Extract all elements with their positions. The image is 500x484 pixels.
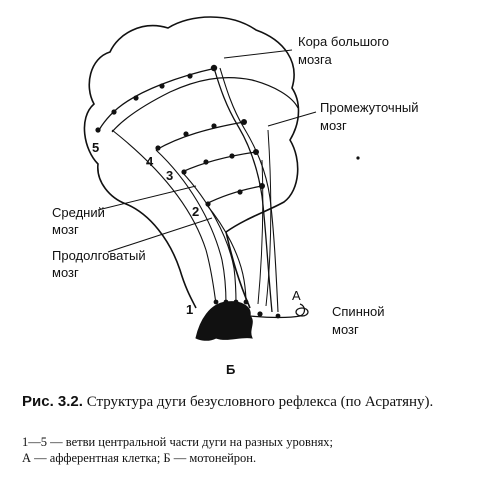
label-medulla-line2: мозг bbox=[52, 265, 79, 280]
label-spinal-line2: мозг bbox=[332, 322, 359, 337]
label-midbrain-line2: мозг bbox=[52, 222, 79, 237]
marker-afferent: А bbox=[292, 288, 301, 303]
branch-5-descend bbox=[112, 130, 216, 304]
caption-prefix: Рис. 3.2. bbox=[22, 393, 83, 410]
legend-line-1: 1—5 — ветви центральной части дуги на разных уровнях; bbox=[22, 435, 334, 449]
figure-caption bbox=[22, 393, 480, 411]
caption-text: Структура дуги безусловного рефлекса (по Асратяну). bbox=[82, 394, 434, 410]
marker-1: 1 bbox=[186, 302, 194, 317]
descending-fiber-b bbox=[266, 130, 271, 306]
label-medulla-line1: Продолговатый bbox=[52, 248, 146, 263]
marker-3: 3 bbox=[166, 168, 174, 183]
label-midbrain-line1: Средний bbox=[52, 205, 105, 220]
marker-5: 5 bbox=[92, 140, 100, 155]
marker-4: 4 bbox=[146, 154, 154, 169]
marker-motoneuron: Б bbox=[226, 362, 236, 377]
label-diencephalon-line2: мозг bbox=[320, 118, 347, 133]
figure-legend bbox=[22, 434, 482, 466]
brain-outline bbox=[84, 17, 298, 308]
label-cortex-line1: Кора большого bbox=[298, 34, 389, 49]
label-spinal-line1: Спинной bbox=[332, 304, 385, 319]
label-diencephalon-line1: Промежуточный bbox=[320, 100, 419, 115]
marker-2: 2 bbox=[192, 204, 200, 219]
branch-5 bbox=[98, 68, 216, 132]
cortex-inner-line bbox=[112, 78, 298, 132]
branch-4 bbox=[156, 122, 244, 150]
label-cortex-line2: мозга bbox=[298, 52, 332, 67]
branch-2 bbox=[206, 186, 262, 204]
motoneuron-body bbox=[196, 302, 252, 341]
legend-line-2: А — афферентная клетка; Б — мотонейрон. bbox=[22, 451, 257, 465]
branch-3 bbox=[182, 152, 256, 172]
